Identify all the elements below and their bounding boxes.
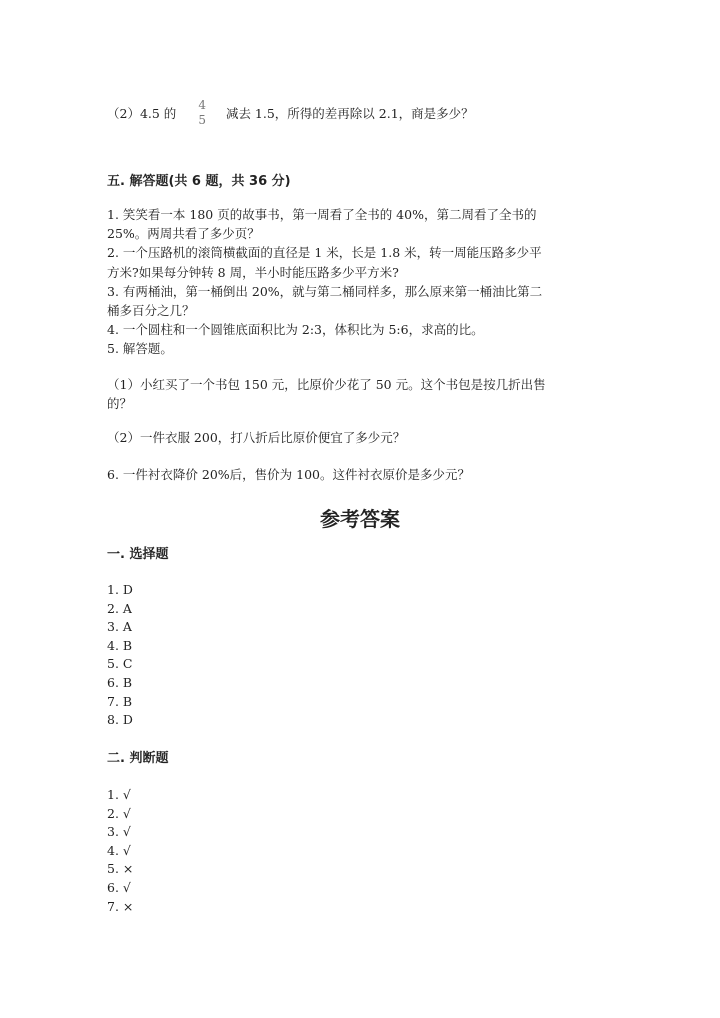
answer-item: 7. B [107, 693, 133, 709]
question-line: 5. 解答题。 [107, 341, 173, 357]
question-line: 方米?如果每分钟转 8 周，半小时能压路多少平方米? [107, 264, 399, 280]
answer-item: 6. √ [107, 879, 131, 895]
answer-item: 7. × [107, 898, 134, 914]
answer-item: 1. D [107, 582, 133, 597]
answer-item: 8. D [107, 712, 133, 728]
answer-item: 4. B [107, 637, 133, 653]
judge-answers [107, 786, 567, 916]
question-line: 3. 有两桶油，第一桶倒出 20%，就与第二桶同样多，那么原来第一桶油比第二 [107, 283, 543, 299]
question-4-2 [107, 98, 474, 128]
question-6: 6. 一件衬衣降价 20%后，售价为 100。这件衬衣原价是多少元？ [107, 467, 470, 482]
section-5-heading: 五. 解答题(共 6 题，共 36 分) [107, 174, 291, 189]
question-line: 1. 笑笑看一本 180 页的故事书，第一周看了全书的 40%，第二周看了全书的 [107, 207, 537, 222]
fraction-numerator: 4 [198, 98, 206, 112]
fraction-denominator: 5 [198, 113, 206, 127]
question-line: （1）小红买了一个书包 150 元，比原价少花了 50 元。这个书包是按几折出售 [107, 377, 546, 392]
answer-item: 5. × [107, 861, 134, 877]
question-line: 2. 一个压路机的滚筒横截面的直径是 1 米，长是 1.8 米，转一周能压路多少平 [107, 245, 542, 261]
choice-answers [107, 581, 567, 730]
question-suffix: 减去 1.5，所得的差再除以 2.1，商是多少？ [225, 106, 474, 121]
answer-item: 4. √ [107, 842, 131, 858]
question-line: 桶多百分之几？ [107, 303, 195, 319]
answer-item: 2. A [107, 600, 132, 616]
answer-item: 6. B [107, 674, 133, 690]
answer-item: 3. √ [107, 824, 131, 840]
question-prefix: （2）4.5 的 [107, 106, 177, 121]
question-line: 4. 一个圆柱和一个圆锥底面积比为 2:3，体积比为 5:6，求高的比。 [107, 322, 484, 338]
question-5-1 [107, 375, 567, 413]
question-5-2: （2）一件衣服 200，打八折后比原价便宜了多少元？ [107, 430, 406, 445]
judge-heading: 二. 判断题 [107, 751, 169, 766]
fraction [198, 98, 206, 128]
question-line: 的？ [107, 396, 133, 412]
answer-item: 5. C [107, 656, 133, 672]
question-line: 25%。两周共看了多少页？ [107, 226, 260, 242]
answer-item: 2. √ [107, 805, 131, 821]
answers-title: 参考答案 [320, 507, 400, 531]
section-5-questions [107, 205, 567, 359]
choice-heading: 一. 选择题 [107, 547, 169, 562]
answer-item: 1. √ [107, 787, 131, 802]
answer-item: 3. A [107, 619, 132, 635]
